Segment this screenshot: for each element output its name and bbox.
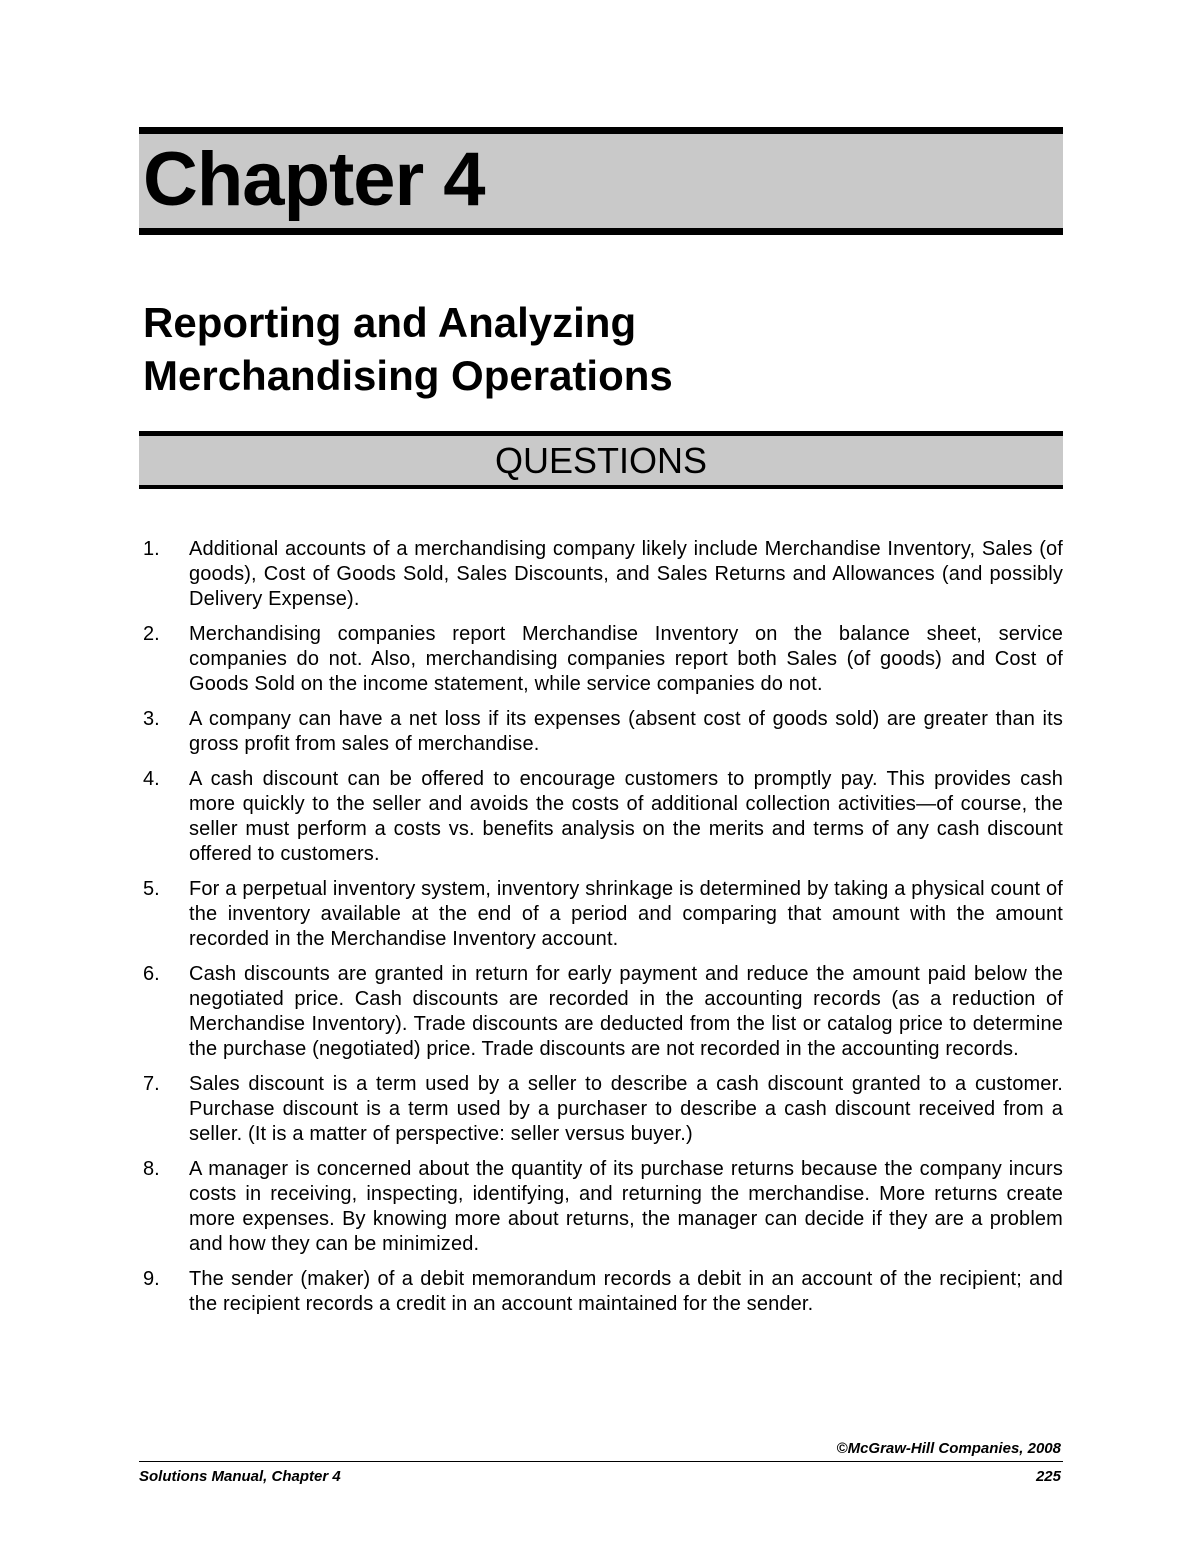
question-item	[143, 622, 1063, 697]
question-answer: Additional accounts of a merchandising company likely include Merchandise Inventory, Sales (of goods), Cost of Goods Sold, Sales Discounts, and Sales Returns and Allowances (and possibly Delivery Expense).	[189, 538, 1063, 610]
question-answer: A cash discount can be offered to encourage customers to promptly pay. This provides cash more quickly to the seller and avoids the costs of additional collection activities—of course, the seller must perform a costs vs. benefits analysis on the merits and terms of any cash discount offered to customers.	[189, 768, 1063, 865]
questions-list	[143, 537, 1063, 1327]
question-item	[143, 1157, 1063, 1257]
section-title: QUESTIONS	[494, 440, 708, 481]
question-number: 3.	[143, 708, 160, 730]
section-header-band	[139, 431, 1063, 489]
question-number: 7.	[143, 1073, 160, 1095]
question-answer: The sender (maker) of a debit memorandum records a debit in an account of the recipient; and the recipient records a credit in an account maintained for the sender.	[189, 1268, 1063, 1315]
subtitle-line-1: Reporting and Analyzing	[143, 299, 637, 346]
question-item	[143, 767, 1063, 867]
question-answer: For a perpetual inventory system, inventory shrinkage is determined by taking a physical count of the inventory available at the end of a period and comparing that amount with the amount recorded in the Merchandise Inventory account.	[189, 878, 1063, 950]
chapter-title: Chapter 4	[143, 137, 485, 222]
question-number: 4.	[143, 768, 160, 790]
chapter-header-band	[139, 127, 1063, 235]
question-number: 5.	[143, 878, 160, 900]
question-answer: Sales discount is a term used by a seller to describe a cash discount granted to a customer. Purchase discount is a term used by a purchaser to describe a cash discount received from a seller. (It is a matter of perspective: seller versus buyer.)	[189, 1073, 1063, 1145]
question-number: 2.	[143, 623, 160, 645]
question-item	[143, 877, 1063, 952]
question-number: 9.	[143, 1268, 160, 1290]
question-answer: Cash discounts are granted in return for early payment and reduce the amount paid below the negotiated price. Cash discounts are recorded in the accounting records (as a reduction of Merchandise Inventory). Trade discounts are deducted from the list or catalog price to determine the purchase (negotiated) price. Trade discounts are not recorded in the accounting records.	[189, 963, 1063, 1060]
chapter-subtitle	[143, 296, 673, 402]
footer-source: Solutions Manual, Chapter 4	[139, 1468, 341, 1485]
question-answer: A manager is concerned about the quantity of its purchase returns because the company incurs costs in receiving, inspecting, identifying, and returning the merchandise. More returns create more expenses. By knowing more about returns, the manager can decide if they are a problem and how they can be minimized.	[189, 1158, 1063, 1255]
question-answer: A company can have a net loss if its expenses (absent cost of goods sold) are greater than its gross profit from sales of merchandise.	[189, 708, 1063, 755]
question-answer: Merchandising companies report Merchandise Inventory on the balance sheet, service companies do not. Also, merchandising companies report both Sales (of goods) and Cost of Goods Sold on the income statement, while service companies do not.	[189, 623, 1063, 695]
footer-copyright: ©McGraw-Hill Companies, 2008	[836, 1440, 1061, 1457]
page-number: 225	[1035, 1468, 1061, 1485]
question-item	[143, 537, 1063, 612]
question-item	[143, 1267, 1063, 1317]
footer-divider	[139, 1461, 1063, 1462]
question-item	[143, 1072, 1063, 1147]
question-number: 6.	[143, 963, 160, 985]
question-item	[143, 707, 1063, 757]
question-number: 8.	[143, 1158, 160, 1180]
question-number: 1.	[143, 538, 160, 560]
question-item	[143, 962, 1063, 1062]
subtitle-line-2: Merchandising Operations	[143, 352, 673, 399]
